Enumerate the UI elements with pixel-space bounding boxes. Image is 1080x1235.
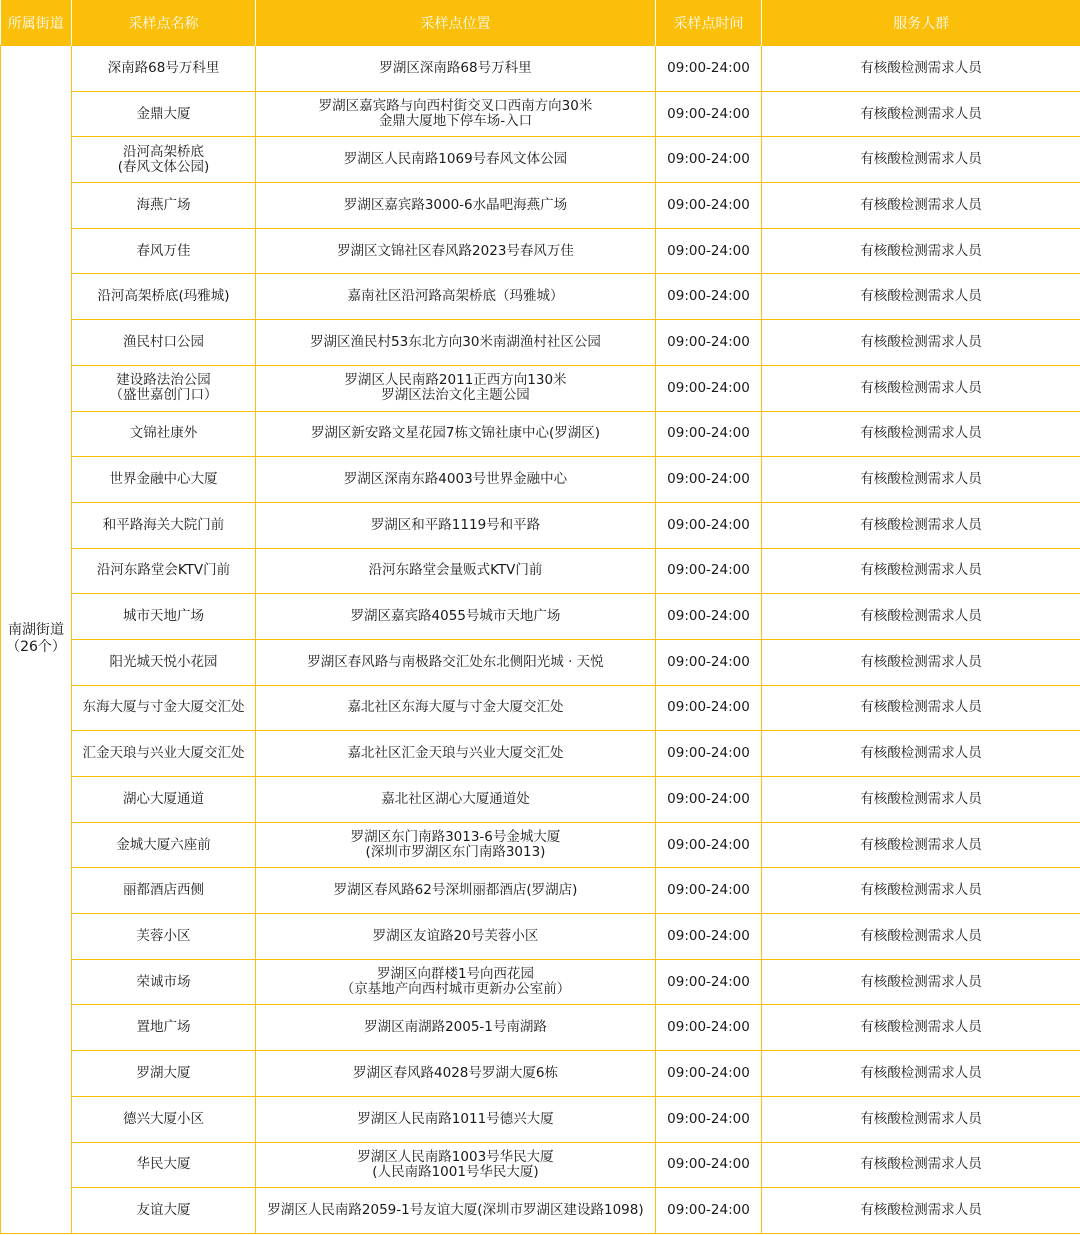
location-cell: 罗湖区南湖路2005-1号南湖路	[256, 1005, 656, 1051]
location-cell: 嘉北社区汇金天琅与兴业大厦交汇处	[256, 731, 656, 777]
time-cell: 09:00-24:00	[656, 411, 762, 457]
location-cell: 罗湖区人民南路1003号华民大厦 (人民南路1001号华民大厦)	[256, 1142, 656, 1188]
location-cell: 罗湖区和平路1119号和平路	[256, 502, 656, 548]
location-cell: 罗湖区人民南路1011号德兴大厦	[256, 1096, 656, 1142]
service-cell: 有核酸检测需求人员	[762, 685, 1080, 731]
service-cell: 有核酸检测需求人员	[762, 320, 1080, 366]
location-cell: 罗湖区春风路与南极路交汇处东北侧阳光城 · 天悦	[256, 639, 656, 685]
location-cell: 嘉北社区湖心大厦通道处	[256, 777, 656, 823]
table-row	[1, 1188, 1080, 1234]
table-row	[1, 228, 1080, 274]
time-cell: 09:00-24:00	[656, 502, 762, 548]
service-cell: 有核酸检测需求人员	[762, 274, 1080, 320]
time-cell: 09:00-24:00	[656, 365, 762, 411]
table-row	[1, 411, 1080, 457]
location-cell: 罗湖区人民南路1069号春风文体公园	[256, 137, 656, 183]
name-cell: 世界金融中心大厦	[72, 457, 256, 503]
name-cell: 金城大厦六座前	[72, 822, 256, 868]
name-cell: 汇金天琅与兴业大厦交汇处	[72, 731, 256, 777]
location-cell: 罗湖区春风路4028号罗湖大厦6栋	[256, 1051, 656, 1097]
service-cell: 有核酸检测需求人员	[762, 411, 1080, 457]
time-cell: 09:00-24:00	[656, 959, 762, 1005]
time-cell: 09:00-24:00	[656, 594, 762, 640]
location-cell: 沿河东路堂会量贩式KTV门前	[256, 548, 656, 594]
service-cell: 有核酸检测需求人员	[762, 137, 1080, 183]
time-cell: 09:00-24:00	[656, 685, 762, 731]
service-cell: 有核酸检测需求人员	[762, 731, 1080, 777]
table-body	[1, 46, 1080, 1234]
location-cell: 罗湖区友谊路20号芙蓉小区	[256, 914, 656, 960]
table-row	[1, 91, 1080, 137]
service-cell: 有核酸检测需求人员	[762, 868, 1080, 914]
location-cell: 罗湖区深南东路4003号世界金融中心	[256, 457, 656, 503]
service-cell: 有核酸检测需求人员	[762, 1142, 1080, 1188]
time-cell: 09:00-24:00	[656, 1096, 762, 1142]
time-cell: 09:00-24:00	[656, 183, 762, 229]
location-cell: 罗湖区文锦社区春风路2023号春风万佳	[256, 228, 656, 274]
location-cell: 罗湖区深南路68号万科里	[256, 46, 656, 92]
time-cell: 09:00-24:00	[656, 228, 762, 274]
location-cell: 罗湖区嘉宾路与向西村街交叉口西南方向30米 金鼎大厦地下停车场-入口	[256, 91, 656, 137]
table-row	[1, 1005, 1080, 1051]
name-cell: 湖心大厦通道	[72, 777, 256, 823]
location-cell: 罗湖区嘉宾路4055号城市天地广场	[256, 594, 656, 640]
name-cell: 置地广场	[72, 1005, 256, 1051]
location-cell: 嘉北社区东海大厦与寸金大厦交汇处	[256, 685, 656, 731]
location-cell: 罗湖区人民南路2011正西方向130米 罗湖区法治文化主题公园	[256, 365, 656, 411]
location-cell: 罗湖区向群楼1号向西花园 （京基地产向西村城市更新办公室前）	[256, 959, 656, 1005]
location-cell: 罗湖区春风路62号深圳丽都酒店(罗湖店)	[256, 868, 656, 914]
service-cell: 有核酸检测需求人员	[762, 46, 1080, 92]
time-cell: 09:00-24:00	[656, 731, 762, 777]
service-cell: 有核酸检测需求人员	[762, 1051, 1080, 1097]
table-row	[1, 1096, 1080, 1142]
name-cell: 沿河高架桥底 (春风文体公园)	[72, 137, 256, 183]
location-cell: 罗湖区新安路文星花园7栋文锦社康中心(罗湖区)	[256, 411, 656, 457]
name-cell: 阳光城天悦小花园	[72, 639, 256, 685]
service-cell: 有核酸检测需求人员	[762, 1005, 1080, 1051]
service-cell: 有核酸检测需求人员	[762, 639, 1080, 685]
header-row	[1, 0, 1080, 46]
service-cell: 有核酸检测需求人员	[762, 183, 1080, 229]
service-cell: 有核酸检测需求人员	[762, 1096, 1080, 1142]
name-cell: 金鼎大厦	[72, 91, 256, 137]
time-cell: 09:00-24:00	[656, 46, 762, 92]
name-cell: 丽都酒店西侧	[72, 868, 256, 914]
service-cell: 有核酸检测需求人员	[762, 365, 1080, 411]
name-cell: 和平路海关大院门前	[72, 502, 256, 548]
name-cell: 罗湖大厦	[72, 1051, 256, 1097]
table-row	[1, 548, 1080, 594]
time-cell: 09:00-24:00	[656, 1005, 762, 1051]
time-cell: 09:00-24:00	[656, 639, 762, 685]
service-cell: 有核酸检测需求人员	[762, 228, 1080, 274]
service-cell: 有核酸检测需求人员	[762, 914, 1080, 960]
location-cell: 罗湖区东门南路3013-6号金城大厦 (深圳市罗湖区东门南路3013)	[256, 822, 656, 868]
time-cell: 09:00-24:00	[656, 548, 762, 594]
table-row	[1, 685, 1080, 731]
service-cell: 有核酸检测需求人员	[762, 959, 1080, 1005]
time-cell: 09:00-24:00	[656, 320, 762, 366]
header-service: 服务人群	[762, 0, 1080, 46]
name-cell: 友谊大厦	[72, 1188, 256, 1234]
time-cell: 09:00-24:00	[656, 822, 762, 868]
time-cell: 09:00-24:00	[656, 91, 762, 137]
time-cell: 09:00-24:00	[656, 914, 762, 960]
table-row	[1, 137, 1080, 183]
service-cell: 有核酸检测需求人员	[762, 822, 1080, 868]
table-row	[1, 46, 1080, 92]
name-cell: 东海大厦与寸金大厦交汇处	[72, 685, 256, 731]
time-cell: 09:00-24:00	[656, 868, 762, 914]
service-cell: 有核酸检测需求人员	[762, 91, 1080, 137]
district-cell: 南湖街道 （26个）	[1, 46, 72, 1234]
time-cell: 09:00-24:00	[656, 1188, 762, 1234]
name-cell: 城市天地广场	[72, 594, 256, 640]
time-cell: 09:00-24:00	[656, 777, 762, 823]
time-cell: 09:00-24:00	[656, 137, 762, 183]
name-cell: 海燕广场	[72, 183, 256, 229]
name-cell: 华民大厦	[72, 1142, 256, 1188]
table-row	[1, 822, 1080, 868]
table-row	[1, 731, 1080, 777]
header-location: 采样点位置	[256, 0, 656, 46]
table-row	[1, 914, 1080, 960]
service-cell: 有核酸检测需求人员	[762, 1188, 1080, 1234]
name-cell: 建设路法治公园 （盛世嘉创门口）	[72, 365, 256, 411]
table-row	[1, 320, 1080, 366]
name-cell: 春风万佳	[72, 228, 256, 274]
time-cell: 09:00-24:00	[656, 1142, 762, 1188]
service-cell: 有核酸检测需求人员	[762, 502, 1080, 548]
table-row	[1, 1142, 1080, 1188]
header-district: 所属街道	[1, 0, 72, 46]
header-time: 采样点时间	[656, 0, 762, 46]
location-cell: 嘉南社区沿河路高架桥底（玛雅城）	[256, 274, 656, 320]
name-cell: 沿河高架桥底(玛雅城)	[72, 274, 256, 320]
name-cell: 沿河东路堂会KTV门前	[72, 548, 256, 594]
time-cell: 09:00-24:00	[656, 457, 762, 503]
name-cell: 荣诚市场	[72, 959, 256, 1005]
table-row	[1, 1051, 1080, 1097]
location-cell: 罗湖区渔民村53东北方向30米南湖渔村社区公园	[256, 320, 656, 366]
header-name: 采样点名称	[72, 0, 256, 46]
name-cell: 深南路68号万科里	[72, 46, 256, 92]
table-row	[1, 457, 1080, 503]
service-cell: 有核酸检测需求人员	[762, 777, 1080, 823]
name-cell: 芙蓉小区	[72, 914, 256, 960]
table-row	[1, 777, 1080, 823]
table-row	[1, 502, 1080, 548]
location-cell: 罗湖区人民南路2059-1号友谊大厦(深圳市罗湖区建设路1098)	[256, 1188, 656, 1234]
service-cell: 有核酸检测需求人员	[762, 548, 1080, 594]
table-row	[1, 183, 1080, 229]
table-row	[1, 639, 1080, 685]
time-cell: 09:00-24:00	[656, 1051, 762, 1097]
time-cell: 09:00-24:00	[656, 274, 762, 320]
table-row	[1, 868, 1080, 914]
name-cell: 渔民村口公园	[72, 320, 256, 366]
location-cell: 罗湖区嘉宾路3000-6水晶吧海燕广场	[256, 183, 656, 229]
service-cell: 有核酸检测需求人员	[762, 594, 1080, 640]
name-cell: 德兴大厦小区	[72, 1096, 256, 1142]
name-cell: 文锦社康外	[72, 411, 256, 457]
table-row	[1, 274, 1080, 320]
table-row	[1, 594, 1080, 640]
table-row	[1, 959, 1080, 1005]
table-row	[1, 365, 1080, 411]
service-cell: 有核酸检测需求人员	[762, 457, 1080, 503]
